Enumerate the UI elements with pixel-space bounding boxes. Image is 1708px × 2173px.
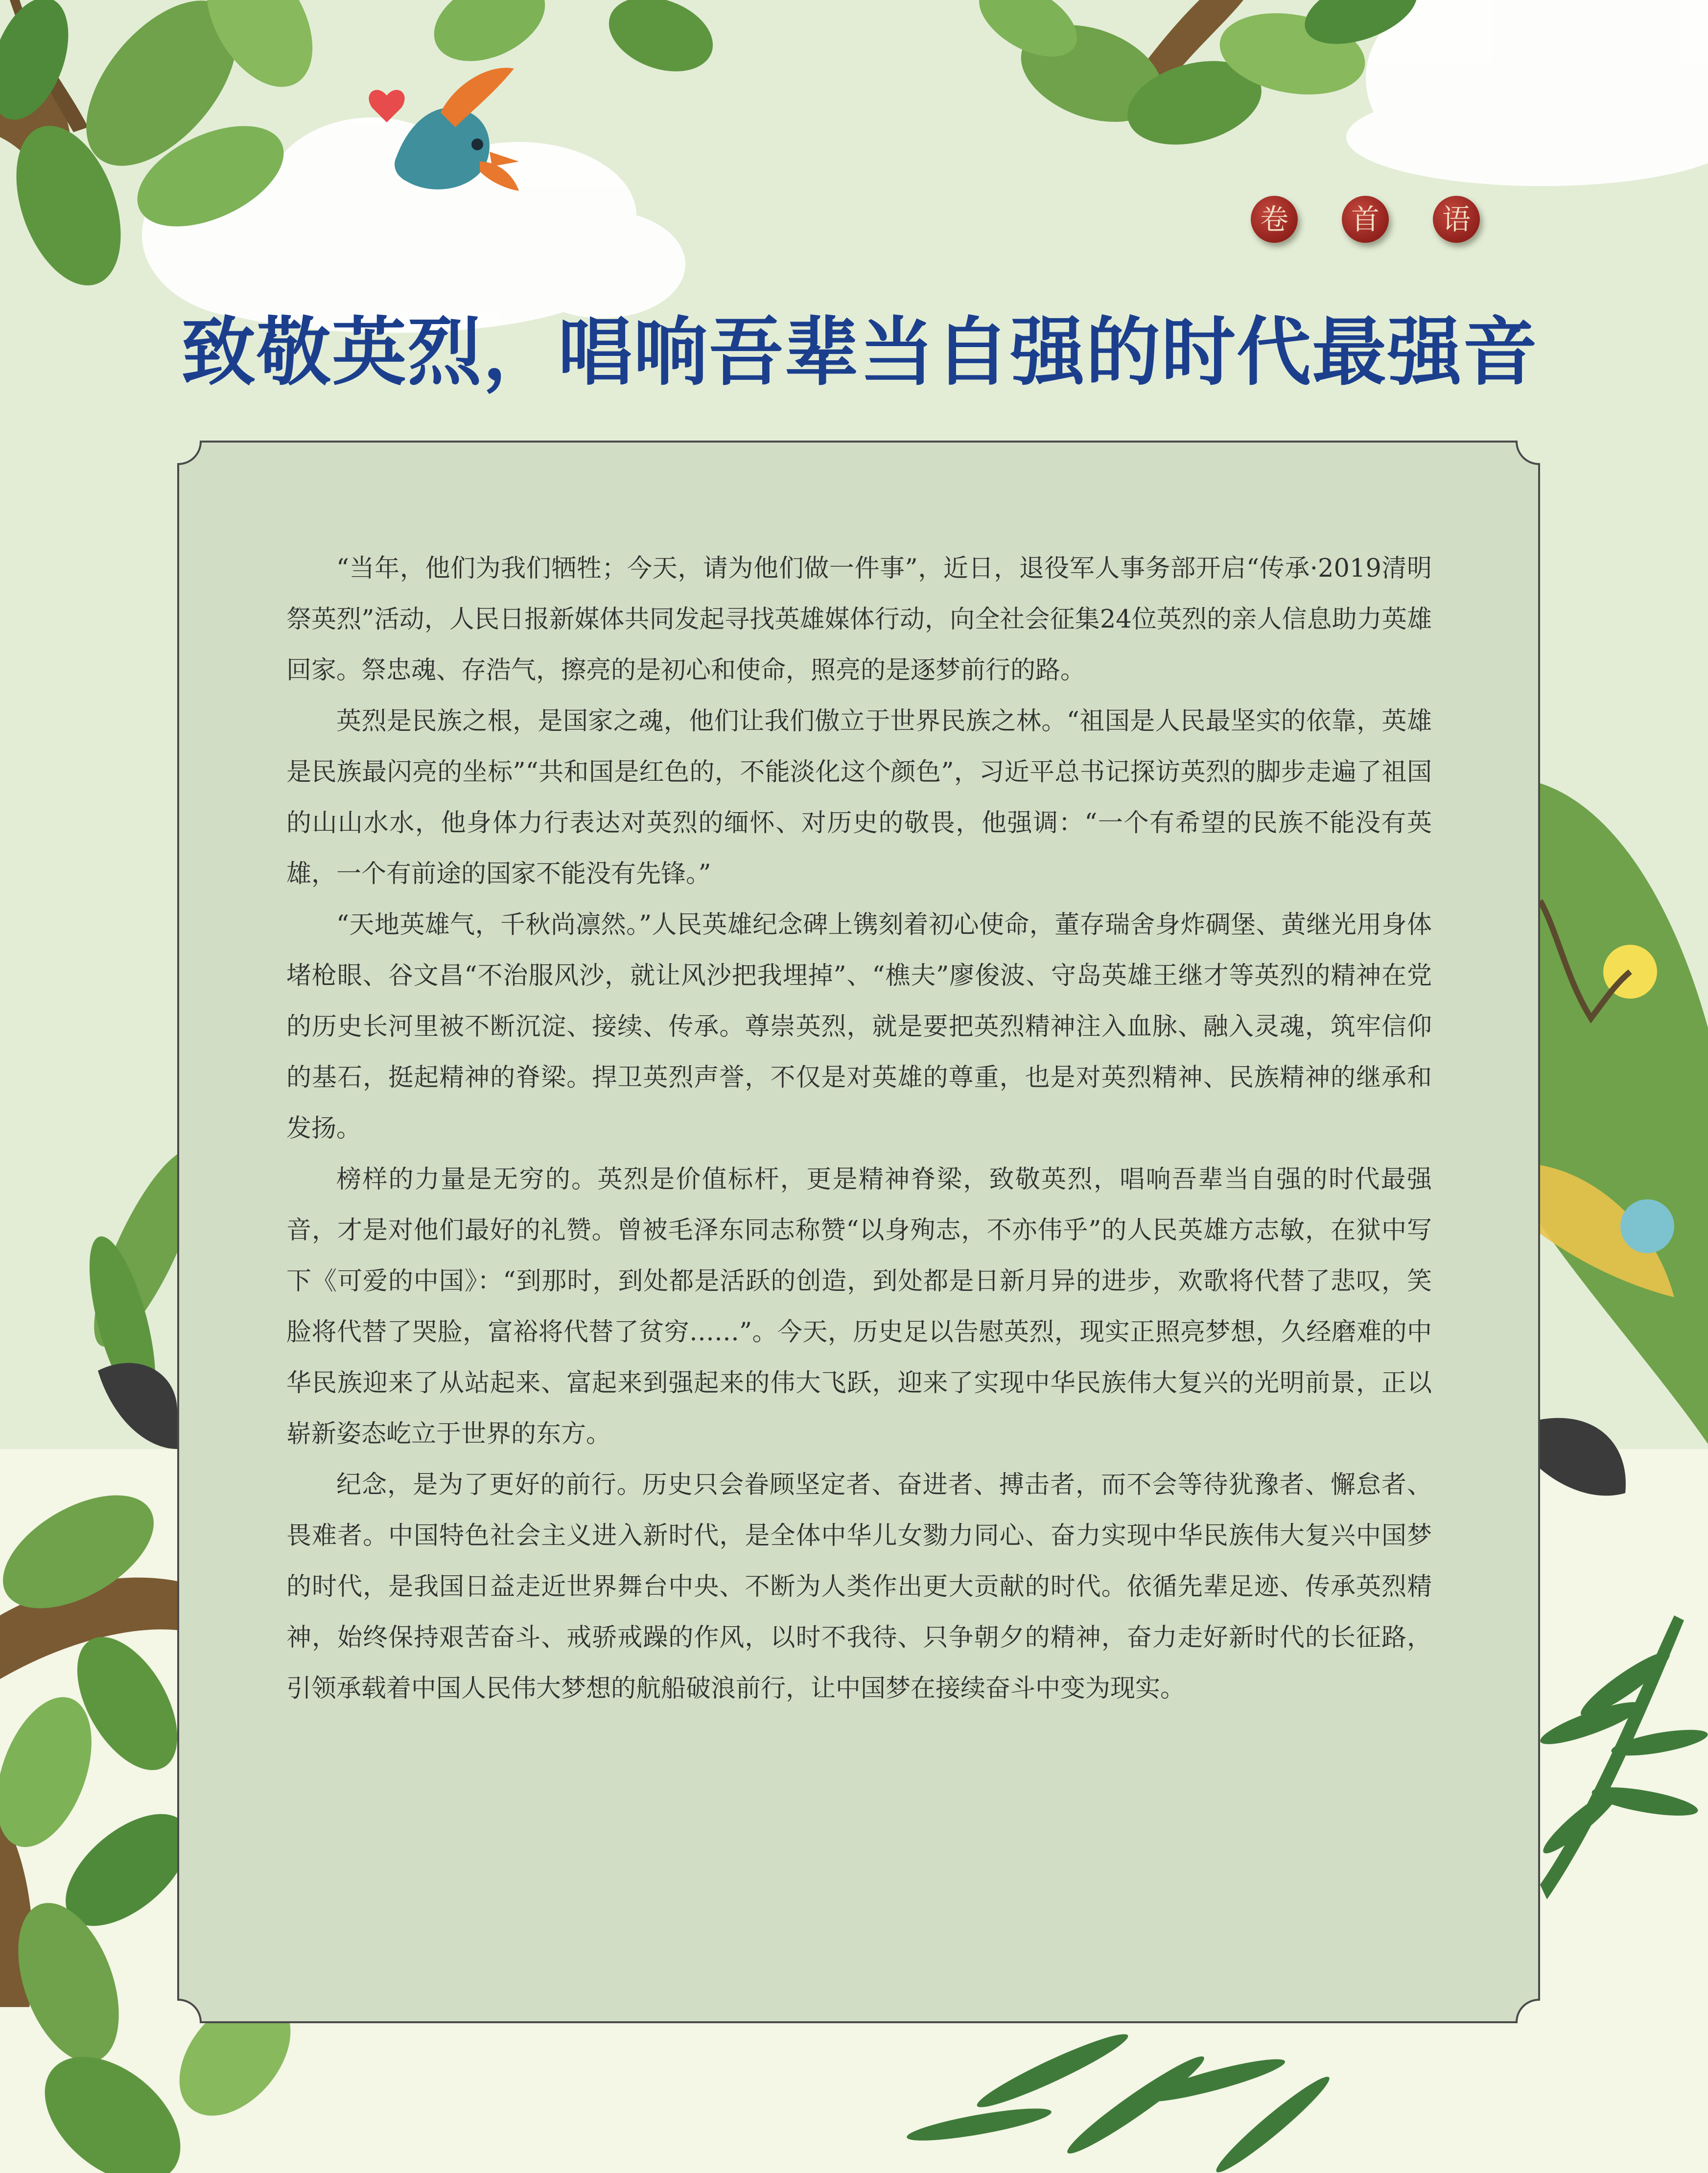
page-title: 致敬英烈，唱响吾辈当自强的时代最强音 xyxy=(181,309,1538,396)
section-badges xyxy=(1251,196,1480,243)
section-badge: 语 xyxy=(1433,196,1480,243)
article-paragraph: 榜样的力量是无穷的。英烈是价值标杆，更是精神脊梁，致敬英烈，唱响吾辈当自强的时代最强音，才是对他们最好的礼赞。曾被毛泽东同志称赞“以身殉志，不亦伟乎”的人民英雄方志敏，在狱中写下《可爱的中国》：“到那时，到处都是活跃的创造，到处都是日新月异的进步，欢歌将代替了悲叹，笑脸将代替了哭脸，富裕将代替了贫穷……”。今天，历史足以告慰英烈，现实正照亮梦想，久经磨难的中华民族迎来了从站起来、富起来到强起来的伟大飞跃，迎来了实现中华民族伟大复兴的光明前景，正以崭新姿态屹立于世界的东方。 xyxy=(286,1165,1432,1449)
section-badge: 首 xyxy=(1342,196,1389,243)
article-paragraph: “当年，他们为我们牺牲；今天，请为他们做一件事”，近日，退役军人事务部开启“传承·2019清明祭英烈”活动，人民日报新媒体共同发起寻找英雄媒体行动，向全社会征集24位英烈的亲人信息助力英雄回家。祭忠魂、存浩气，擦亮的是初心和使命，照亮的是逐梦前行的路。 xyxy=(286,554,1432,685)
cloud-illustration-right xyxy=(1346,0,1708,186)
article-paragraph: 纪念，是为了更好的前行。历史只会眷顾坚定者、奋进者、搏击者，而不会等待犹豫者、懈怠者、畏难者。中国特色社会主义进入新时代，是全体中华儿女勠力同心、奋力实现中华民族伟大复兴中国梦的时代，是我国日益走近世界舞台中央、不断为人类作出更大贡献的时代。依循先辈足迹、传承英烈精神，始终保持艰苦奋斗、戒骄戒躁的作风，以时不我待、只争朝夕的精神，奋力走好新时代的长征路，引领承载着中国人民伟大梦想的航船破浪前行，让中国梦在接续奋斗中变为现实。 xyxy=(286,1471,1432,1703)
fern-illustration-bottom xyxy=(905,2026,1335,2173)
section-badge: 卷 xyxy=(1251,196,1298,243)
article-body xyxy=(286,543,1432,1714)
article-paragraph: “天地英雄气，千秋尚凛然。”人民英雄纪念碑上镌刻着初心使命，董存瑞舍身炸碉堡、黄继光用身体堵枪眼、谷文昌“不治服风沙，就让风沙把我埋掉”、“樵夫”廖俊波、守岛英雄王继才等英烈的精神在党的历史长河里被不断沉淀、接续、传承。尊崇英烈，就是要把英烈精神注入血脉、融入灵魂，筑牢信仰的基石，挺起精神的脊梁。捍卫英烈声誉，不仅是对英雄的尊重，也是对英烈精神、民族精神的继承和发扬。 xyxy=(286,911,1432,1143)
fern-illustration-right xyxy=(1537,1615,1708,1899)
article-paragraph: 英烈是民族之根，是国家之魂，他们让我们傲立于世界民族之林。“祖国是人民最坚实的依靠，英雄是民族最闪亮的坐标”“共和国是红色的，不能淡化这个颜色”，习近平总书记探访英烈的脚步走遍了祖国的山山水水，他身体力行表达对英烈的缅怀、对历史的敬畏，他强调：“一个有希望的民族不能没有英雄，一个有前途的国家不能没有先锋。” xyxy=(286,707,1432,888)
